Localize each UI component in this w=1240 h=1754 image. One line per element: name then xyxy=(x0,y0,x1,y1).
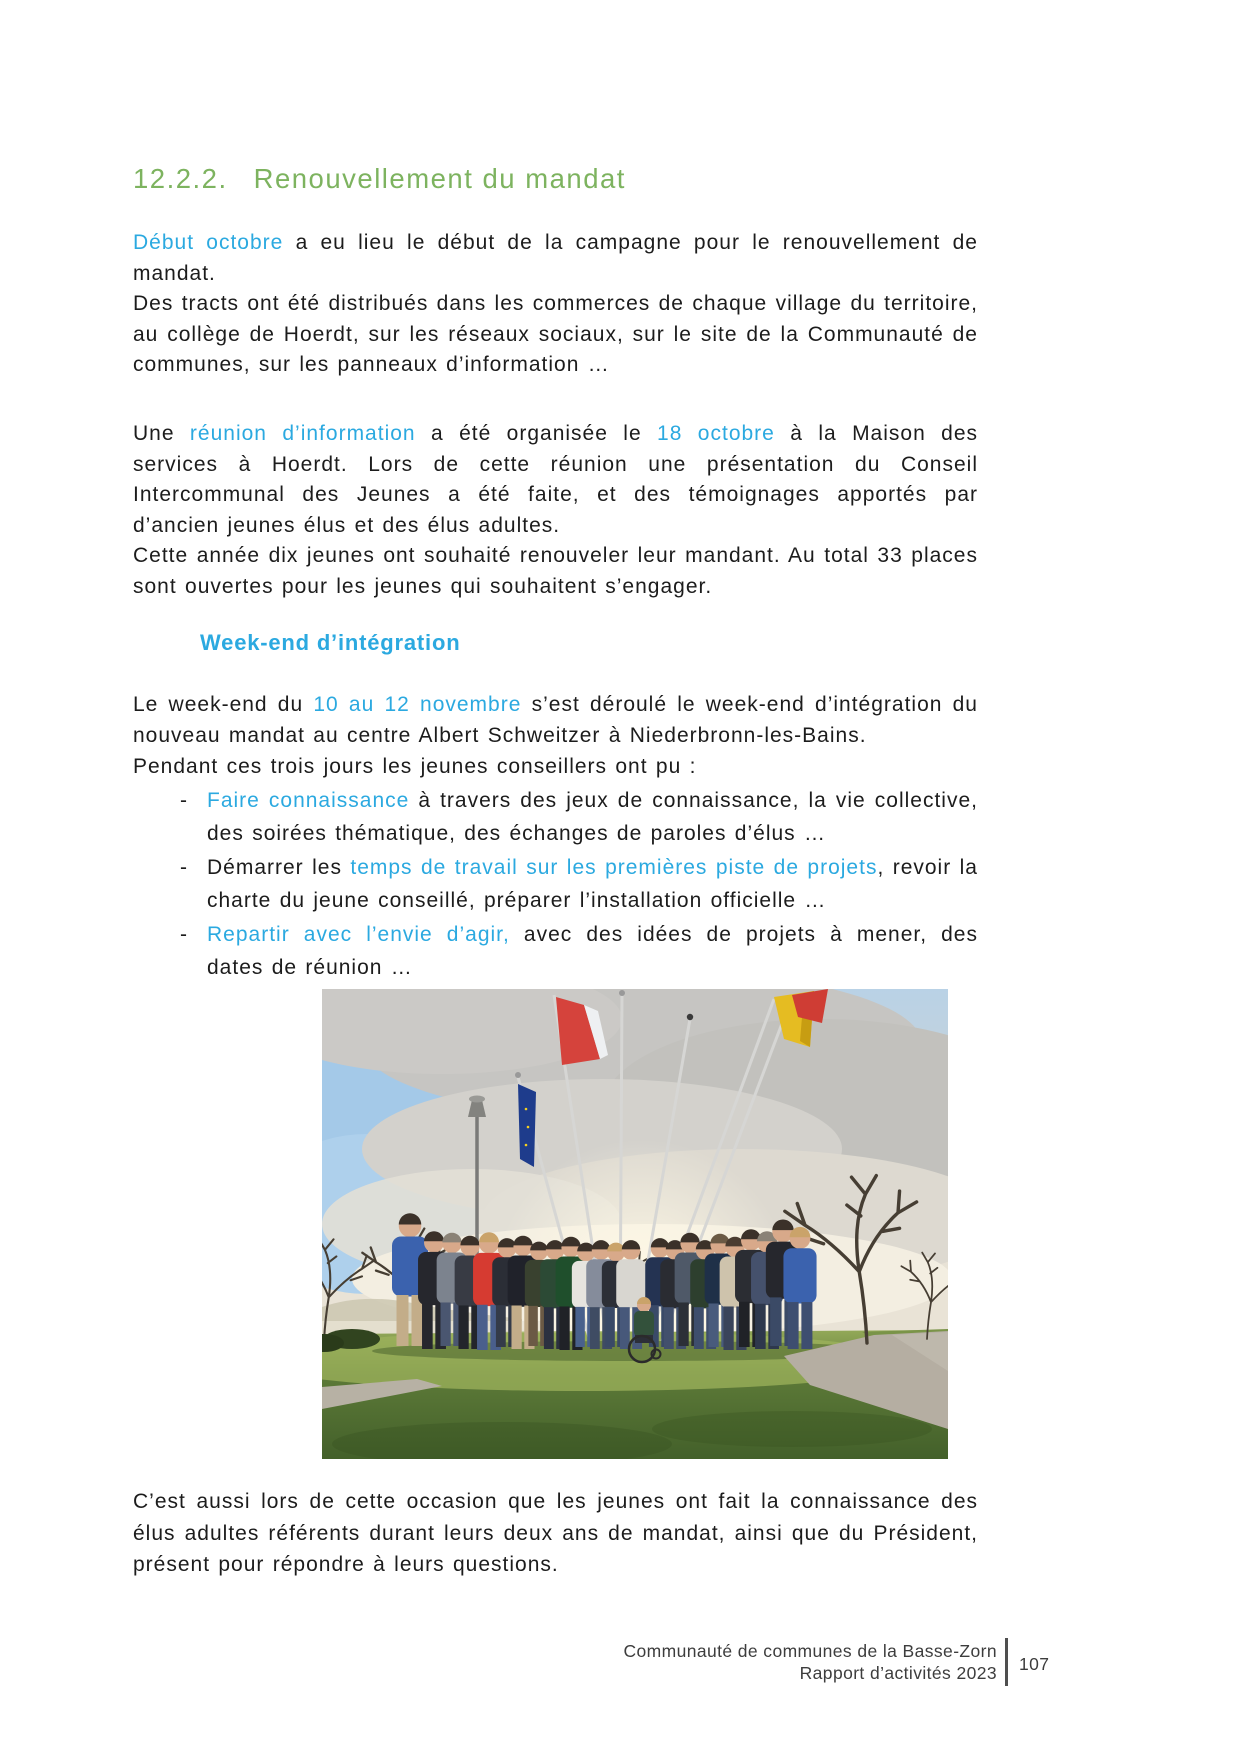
paragraph-closing xyxy=(133,1486,978,1581)
footer-line2: Rapport d’activités 2023 xyxy=(799,1663,997,1683)
group-photo xyxy=(322,989,948,1459)
list-item-text xyxy=(207,784,978,851)
text: Le week-end du xyxy=(133,693,314,716)
bullet-dash: - xyxy=(180,789,188,812)
text-accent: 10 au 12 novembre xyxy=(313,693,522,716)
section-heading xyxy=(133,163,626,195)
paragraph-reunion xyxy=(133,419,978,541)
group-photo-illustration xyxy=(322,989,948,1459)
list-item-text xyxy=(207,918,978,985)
list-item xyxy=(133,918,978,985)
page-number: 107 xyxy=(1019,1654,1050,1674)
text: à travers des jeux de connaissance, la vie collective, des soirées thématique, des échanges de paroles d’élus … xyxy=(207,789,978,846)
text-accent: 18 octobre xyxy=(657,422,775,445)
text: avec des idées de projets à mener, des dates de réunion … xyxy=(207,923,978,980)
paragraph-places xyxy=(133,541,978,602)
text: à la Maison des services à Hoerdt. Lors de cette réunion une présentation du Conseil Intercommunal des Jeunes a été faite, et des témoignages apportés par d’ancien jeunes élus et des élus adultes. xyxy=(133,422,979,537)
text: a eu lieu le début de la campagne pour le renouvellement de mandat. xyxy=(133,231,978,285)
bullet-dash: - xyxy=(180,856,188,879)
text: Cette année dix jeunes ont souhaité renouveler leur mandant. Au total 33 places sont ouvertes pour les jeunes qui souhaitent s’engager. xyxy=(133,544,978,598)
text: s’est déroulé le week-end d’intégration du nouveau mandat au centre Albert Schweitzer à Niederbronn-les-Bains. xyxy=(133,693,978,747)
text-accent: réunion d’information xyxy=(189,422,416,445)
text: Pendant ces trois jours les jeunes conseillers ont pu : xyxy=(133,755,697,778)
text: , revoir la charte du jeune conseillé, préparer l’installation officielle … xyxy=(207,856,978,913)
bullet-dash: - xyxy=(180,923,188,946)
text-accent: Faire connaissance xyxy=(207,789,410,812)
text: Démarrer les xyxy=(207,856,351,879)
section-number: 12.2.2. xyxy=(133,163,228,194)
footer xyxy=(623,1640,997,1684)
paragraph-tracts xyxy=(133,289,978,381)
text-accent: Repartir avec l’envie d’agir, xyxy=(207,923,510,946)
list-item xyxy=(133,851,978,918)
paragraph-intro-list xyxy=(133,751,978,782)
footer-line1: Communauté de communes de la Basse-Zorn xyxy=(623,1641,997,1661)
footer-divider xyxy=(1005,1638,1008,1686)
paragraph-campaign xyxy=(133,228,978,289)
subheading-weekend: Week-end d’intégration xyxy=(200,630,461,655)
list-item-text xyxy=(207,851,978,918)
text: C’est aussi lors de cette occasion que les jeunes ont fait la connaissance des élus adultes référents durant leurs deux ans de mandat, ainsi que du Président, présent pour répondre à leurs questions. xyxy=(133,1490,978,1576)
list-item xyxy=(133,784,978,851)
text: Une xyxy=(133,422,190,445)
text-accent: temps de travail sur les premières piste de projets xyxy=(350,856,878,879)
text-accent: Début octobre xyxy=(133,231,284,254)
flag-europe xyxy=(518,1084,536,1167)
text: Des tracts ont été distribués dans les commerces de chaque village du territoire, au collège de Hoerdt, sur les réseaux sociaux, sur le site de la Communauté de communes, sur les panneaux d’information … xyxy=(133,292,978,376)
section-title: Renouvellement du mandat xyxy=(253,163,626,194)
paragraph-weekend xyxy=(133,689,978,751)
text: a été organisée le xyxy=(415,422,658,445)
